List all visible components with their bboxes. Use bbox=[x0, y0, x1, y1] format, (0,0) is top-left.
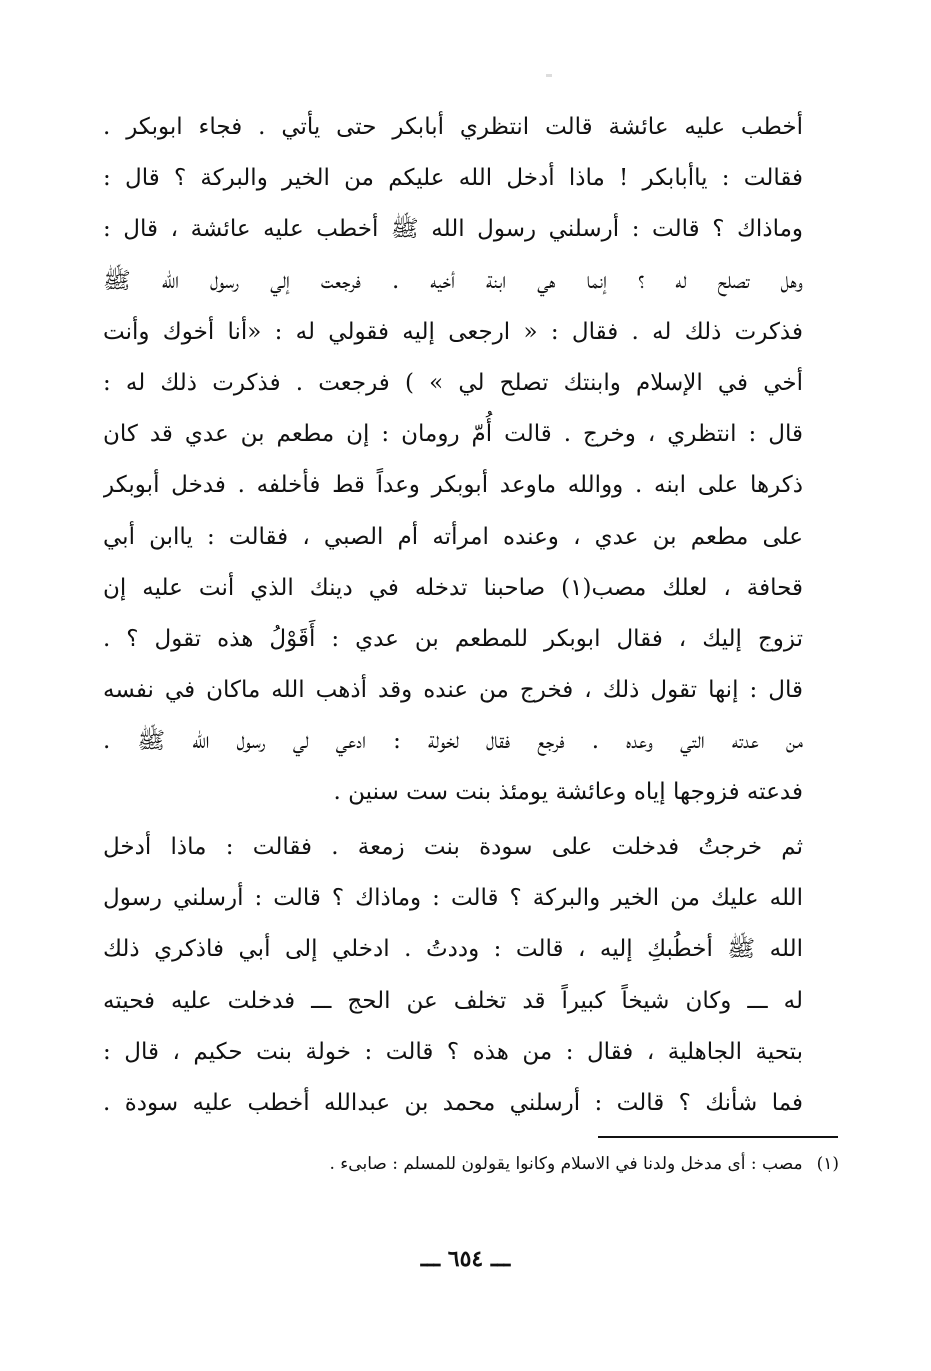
text-line: الله عليك من الخير والبركة ؟ قالت : وماذاك ؟ قالت : أرسلني رسول bbox=[103, 885, 803, 912]
text-line: أخي في الإسلام وابنتك تصلح لي » ) فرجعت . فذكرت ذلك له : bbox=[103, 369, 803, 396]
text-line: ذكرها على ابنه . ووالله ماوعد أبوبكر وعداً قط فأخلفه . فدخل أبوبكر bbox=[103, 472, 803, 499]
text-line: فذكرت ذلك له . فقال : « ارجعى إليه فقولي له : «أنا أخوك وأنت bbox=[103, 318, 803, 345]
text-line: وهل تصلح له ؟ إنما هي ابنة أخيه . فرجعت إلي رسول الله ﷺ bbox=[103, 267, 803, 294]
scan-speck bbox=[546, 74, 552, 77]
text-line: قال : إنها تقول ذلك ، فخرج من عنده وقد أذهب الله ماكان في نفسه bbox=[103, 677, 803, 704]
text-line: من عدته التي وعده . فرجع فقال لخولة : ادعي لي رسول الله ﷺ . bbox=[103, 728, 803, 755]
text-line: فدعته فزوجها إياه وعائشة يومئذ بنت ست سنين . bbox=[333, 779, 803, 806]
page-number: ـــ ٦٥٤ ـــ bbox=[420, 1246, 511, 1272]
text-line: أخطب عليه عائشة قالت انتظري أبابكر حتى يأتي . فجاء ابوبكر . bbox=[103, 114, 803, 140]
text-line: فما شأنك ؟ قالت : أرسلني محمد بن عبدالله أخطب عليه سودة . bbox=[103, 1089, 803, 1116]
text-line: قحافة ، لعلك مصب(١) صاحبنا تدخله في دينك الذي أنت عليه إن bbox=[103, 574, 803, 601]
footnote-text: مصب : أى مدخل ولدنا في الاسلام وكانوا يقولون للمسلم : صابىء . bbox=[329, 1154, 803, 1174]
text-line: وماذاك ؟ قالت : أرسلني رسول الله ﷺ أخطب عليه عائشة ، قال : bbox=[103, 216, 803, 243]
text-line: تزوج إليك ، فقال ابوبكر للمطعم بن عدي : أَقَوْلُ هذه تقول ؟ . bbox=[103, 625, 803, 652]
text-line: له ـــ وكان شيخاً كبيراً قد تخلف عن الحج ـــ فدخلت عليه فحيته bbox=[103, 987, 803, 1014]
body-paragraph-1 bbox=[103, 102, 803, 819]
body-paragraph-2 bbox=[103, 822, 803, 1129]
text-line: الله ﷺ أخطُبكِ إليه ، قالت : وددتُ . ادخلي إلى أبي فاذكري ذلك bbox=[103, 936, 803, 963]
text-line: على مطعم بن عدي ، وعنده امرأته أم الصبي ، فقالت : ياابن أبي bbox=[103, 523, 803, 550]
text-line: بتحية الجاهلية ، فقال : من هذه ؟ قالت : خولة بنت حكيم ، قال : bbox=[103, 1038, 803, 1065]
footnote-divider bbox=[598, 1136, 838, 1138]
text-line: ثم خرجتُ فدخلت على سودة بنت زمعة . فقالت : ماذا أدخل bbox=[103, 834, 803, 860]
text-line: فقالت : ياأبابكر ! ماذا أدخل الله عليكم من الخير والبركة ؟ قال : bbox=[103, 165, 803, 192]
footnote bbox=[139, 1150, 839, 1178]
footnote-marker: (١) bbox=[816, 1154, 839, 1174]
text-line: قال : انتظري ، وخرج . قالت أُمّ رومان : إن مطعم بن عدي قد كان bbox=[103, 421, 803, 448]
